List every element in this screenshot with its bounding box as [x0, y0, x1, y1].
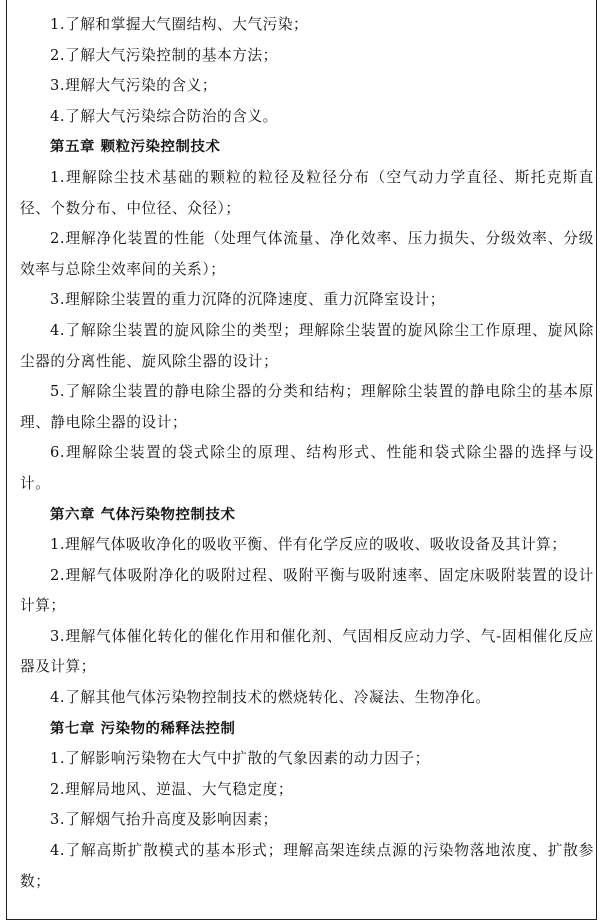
list-item: 1.了解和掌握大气圈结构、大气污染； [50, 16, 309, 33]
list-item: 1.理解气体吸收净化的吸收平衡、伴有化学反应的吸收、吸收设备及其计算； [50, 536, 567, 554]
list-item: 3.了解烟气抬升高度及影响因素； [50, 811, 278, 829]
list-item: 1.理解除尘技术基础的颗粒的粒径及粒径分布（空气动力学直径、斯托克斯直径、个数分布、中位径、众径）； [20, 168, 594, 217]
list-item: 4.了解除尘装置的旋风除尘的类型；理解除尘装置的旋风除尘工作原理、旋风除尘器的分离性能、旋风除尘器的设计； [20, 321, 594, 370]
list-item: 2.理解局地风、逆温、大气稳定度； [50, 780, 294, 798]
list-item: 1.了解影响污染物在大气中扩散的气象因素的动力因子； [50, 750, 430, 768]
chapter-heading: 第五章 颗粒污染控制技术 [50, 139, 221, 156]
chapter-heading: 第六章 气体污染物控制技术 [50, 506, 236, 523]
list-item: 3.理解大气污染的含义； [50, 77, 218, 95]
list-item: 4.了解其他气体污染物控制技术的燃烧转化、冷凝法、生物净化。 [50, 689, 491, 707]
list-item: 5.了解除尘装置的静电除尘器的分类和结构；理解除尘装置的静电除尘的基本原理、静电除尘器的设计； [20, 383, 594, 431]
list-item: 2.理解净化装置的性能（处理气体流量、净化效率、压力损失、分级效率、分级效率与总除尘效率间的关系）； [20, 230, 594, 278]
list-item: 4.了解大气污染综合防治的含义。 [50, 107, 278, 125]
chapter-heading: 第七章 污染物的稀释法控制 [50, 720, 236, 737]
syllabus-content [20, 10, 594, 897]
list-item: 4.了解高斯扩散模式的基本形式；理解高架连续点源的污染物落地浓度、扩散参数； [20, 842, 594, 890]
list-item: 3.理解气体催化转化的催化作用和催化剂、气固相反应动力学、气-固相催化反应器及计算； [20, 627, 594, 676]
list-item: 6.理解除尘装置的袋式除尘的原理、结构形式、性能和袋式除尘器的选择与设计。 [20, 444, 594, 492]
list-item: 2.理解气体吸附净化的吸附过程、吸附平衡与吸附速率、固定床吸附装置的设计计算； [20, 566, 594, 615]
list-item: 2.了解大气污染控制的基本方法； [50, 46, 278, 64]
list-item: 3.理解除尘装置的重力沉降的沉降速度、重力沉降室设计； [50, 291, 445, 309]
